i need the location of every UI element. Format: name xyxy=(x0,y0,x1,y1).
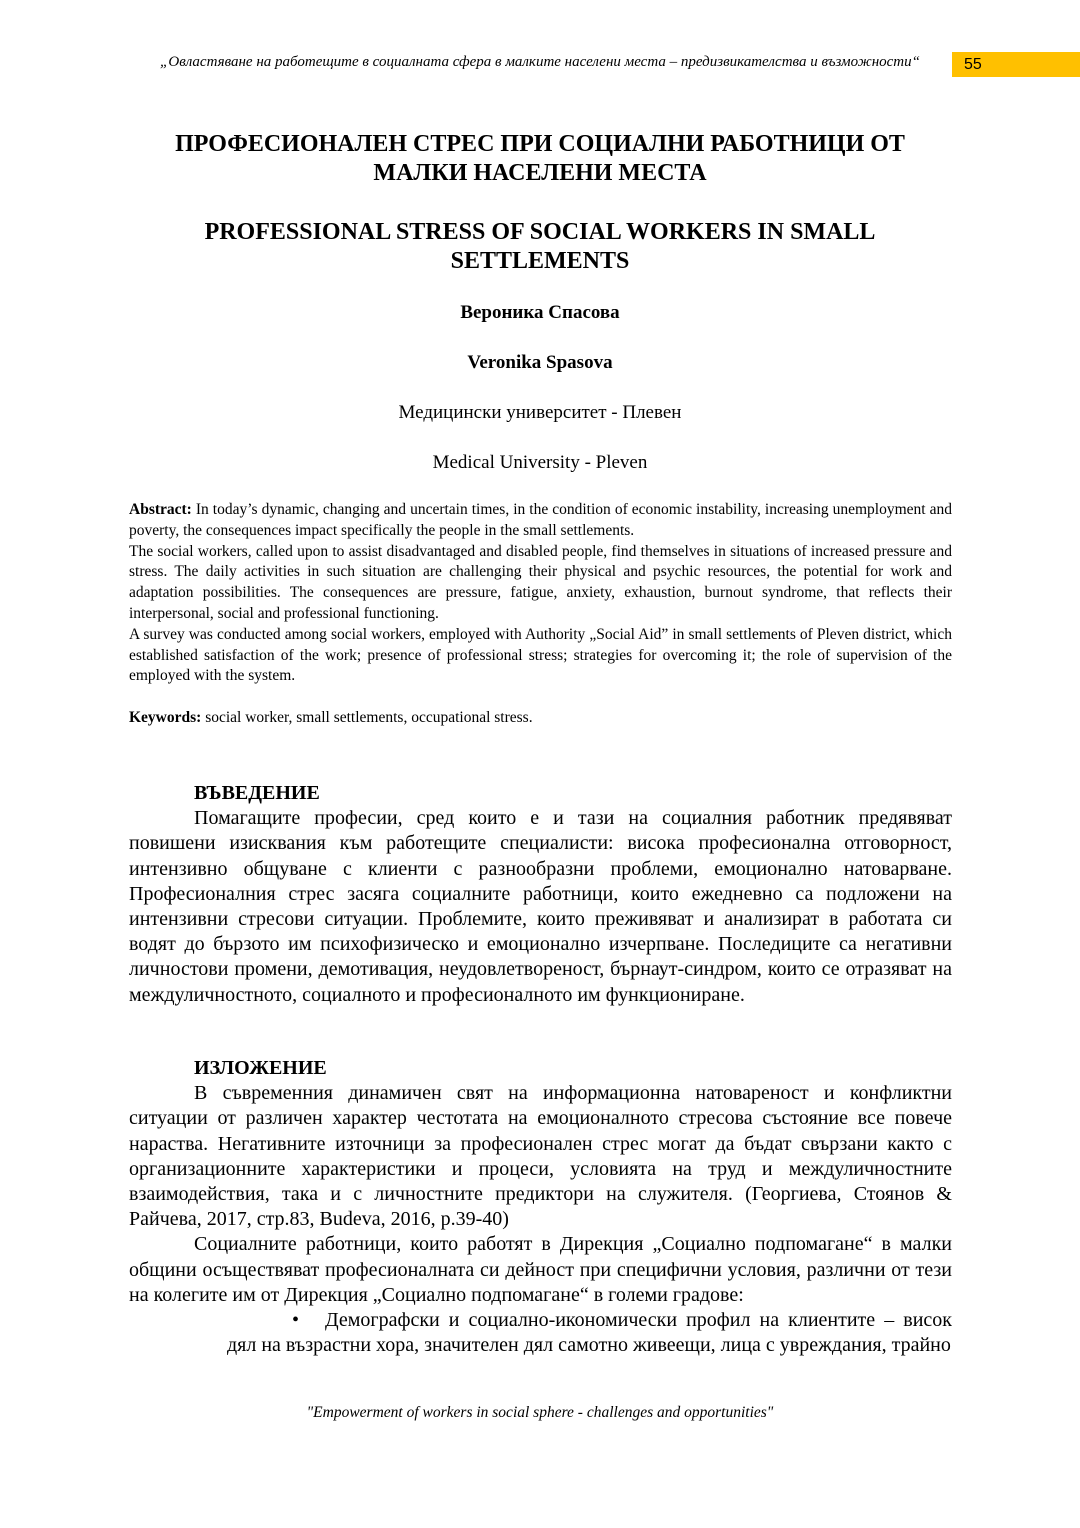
abstract-text-1: In today’s dynamic, changing and uncertain times, in the condition of economic instability, increasing unemployment and poverty, the consequences impact specifically the people in the small settlements. xyxy=(129,501,952,539)
author-english: Veronika Spasova xyxy=(467,352,613,373)
list-item-text: Демографски и социално-икономически профил на клиентите – висок дял на възрастни хора, значителен дял самотно живеещи, лица с увреждания, трайно xyxy=(227,1309,952,1357)
abstract xyxy=(129,500,952,687)
section-introduction xyxy=(129,781,952,1008)
section-exposition xyxy=(129,1056,952,1358)
title-bulgarian: ПРОФЕСИОНАЛЕН СТРЕС ПРИ СОЦИАЛНИ РАБОТНИЦИ ОТ МАЛКИ НАСЕЛЕНИ МЕСТА xyxy=(175,131,905,186)
exposition-paragraph-2: Социалните работници, които работят в Дирекция „Социално подпомагане“ в малки общини осъществяват професионалната си дейност при специфични условия, различни от тези на колегите им от Дирекция „Социално подпомагане“ в големи градове: xyxy=(129,1233,952,1306)
list-item xyxy=(129,1308,952,1358)
keywords-label: Keywords: xyxy=(129,709,202,726)
title-english: PROFESSIONAL STRESS OF SOCIAL WORKERS IN SMALL SETTLEMENTS xyxy=(204,219,876,274)
bullet-marker: • xyxy=(292,1309,300,1332)
running-footer: "Empowerment of workers in social sphere - challenges and opportunities" xyxy=(306,1404,774,1421)
abstract-paragraph-2: The social workers, called upon to assist disadvantaged and disabled people, find themselves in situations of increased pressure and stress. The daily activities in such situation are challenging their physical and psychic resources, the potential for work and adaptation possibilities. The consequences are pressure, fatigue, anxiety, exhaustion, burnout syndrome, that reflects their interpersonal, social and professional functioning. xyxy=(129,542,952,622)
abstract-paragraph-3: A survey was conducted among social workers, employed with Authority „Social Aid” in small settlements of Pleven district, which established satisfaction of the work; presence of professional stress; strategies for overcoming it; the role of supervision of the employed with the system. xyxy=(129,625,952,685)
abstract-label: Abstract: xyxy=(129,501,192,518)
keywords-text: social worker, small settlements, occupational stress. xyxy=(201,709,533,726)
exposition-heading: ИЗЛОЖЕНИЕ xyxy=(194,1057,327,1079)
exposition-paragraph-1: В съвременния динамичен свят на информационна натовареност и конфликтни ситуации от различен характер честотата на емоционалното стресова състояние все повече нараства. Негативните източници за професионален стрес могат да бъдат свързани както с организационните характеристики и процеси, условията на труд и междуличностните взаимодействия, така и с личностните предиктори на служителя. (Георгиева, Стоянов & Райчева, 2017, стр.83, Budeva, 2016, p.39-40) xyxy=(129,1082,952,1231)
author-bulgarian: Вероника Спасова xyxy=(460,302,620,323)
affiliation-english: Medical University - Pleven xyxy=(432,452,648,473)
intro-heading: ВЪВЕДЕНИЕ xyxy=(194,782,320,804)
affiliation-bulgarian: Медицински университет - Плевен xyxy=(398,402,682,423)
page-number-badge: 55 xyxy=(952,52,1080,77)
running-header: „Овластяване на работещите в социалната сфера в малките населени места – предизвикателства и възможности“ xyxy=(160,54,920,70)
abstract-paragraph-1 xyxy=(129,500,952,542)
keywords xyxy=(129,708,952,729)
intro-paragraph: Помагащите професии, сред които е и тази на социалния работник предявяват повишени изисквания към работещите специалисти: висока професионална отговорност, интензивно общуване с клиенти с разнообразни проблеми, емоционално натоварване. Професионалния стрес засяга социалните работници, които ежедневно са подложени на интензивни стресови ситуации. Проблемите, които преживяват и анализират в работата си водят до бързото им психофизическо и емоционално изчерпване. Последиците са негативни личностови промени, демотивация, неудовлетвореност, бърнаут-синдром, които се отразяват на междуличностното, социалното и професионалното им функциониране. xyxy=(129,807,952,1006)
